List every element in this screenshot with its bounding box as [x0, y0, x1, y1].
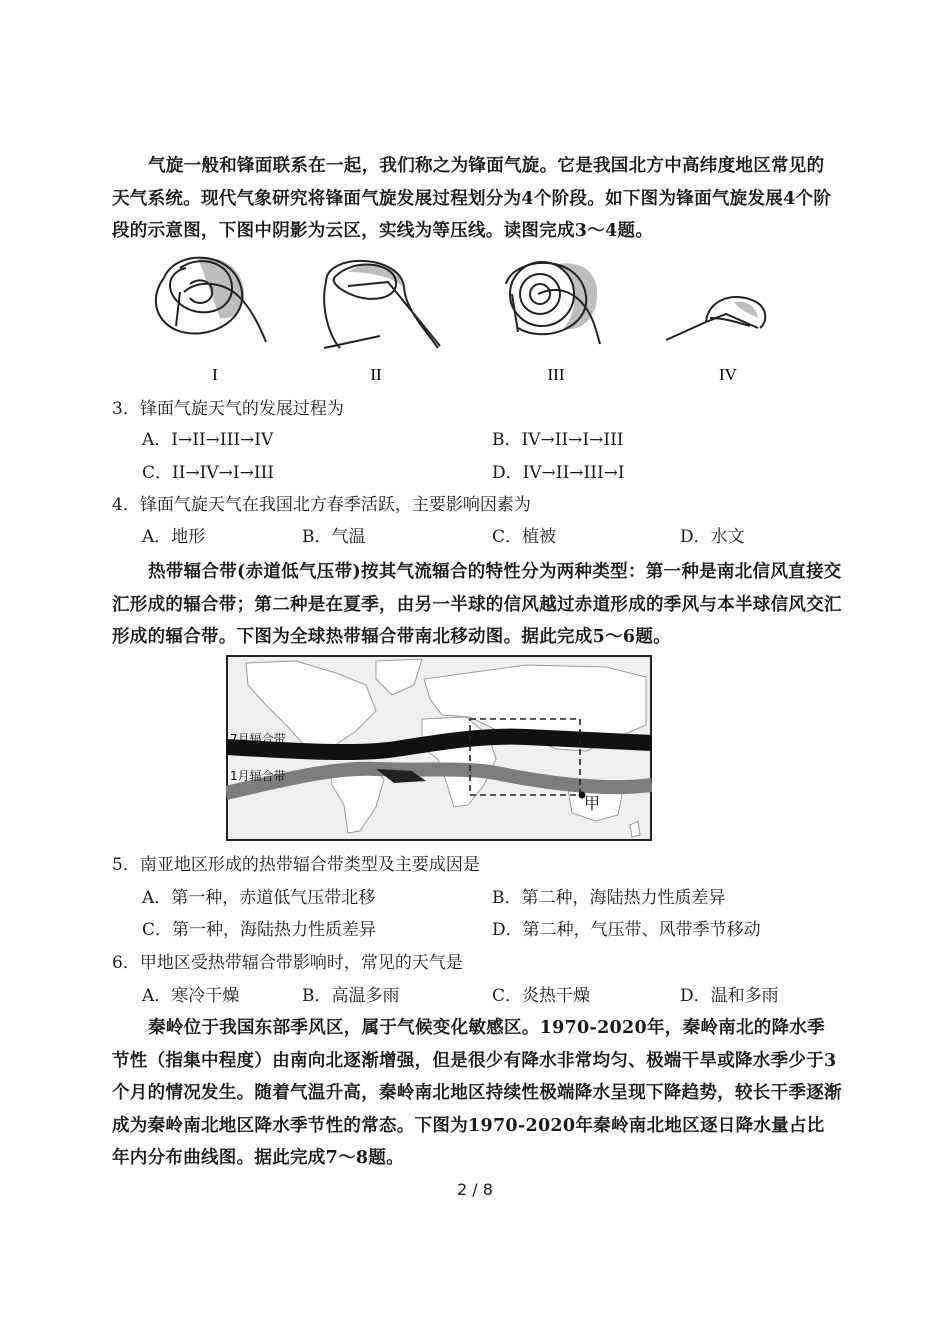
cyclone-stage-i: [156, 257, 266, 342]
question-6-stem: 6．甲地区受热带辐合带影响时，常见的天气是: [112, 953, 463, 973]
q6-option-a: A．寒冷干燥: [142, 986, 240, 1006]
intro-paragraph-cyclone: 气旋一般和锋面联系在一起，我们称之为锋面气旋。它是我国北方中高纬度地区常见的天气系统。现代气象研究将锋面气旋发展过程划分为4个阶段。如下图为锋面气旋发展4个阶段的示意图，下图中阴影为云区，实线为等压线。读图完成3～4题。: [112, 156, 832, 241]
q3-option-c: C．II→IV→I→III: [142, 463, 275, 483]
question-4-stem: 4．锋面气旋天气在我国北方春季活跃，主要影响因素为: [112, 495, 531, 515]
q6-option-d: D．温和多雨: [680, 986, 779, 1006]
q6-option-c: C．炎热干燥: [492, 986, 591, 1006]
intro-paragraph-qinling: 秦岭位于我国东部季风区，属于气候变化敏感区。1970-2020年，秦岭南北的降水季节性（指集中程度）由南向北逐渐增强，但是很少有降水非常均匀、极端干旱或降水季少于3个月的情况发生。随着气温升高，秦岭南北地区持续性极端降水呈现下降趋势，较长干季逐渐成为秦岭南北地区降水季节性的常态。下图为1970-2020年秦岭南北地区逐日降水量占比年内分布曲线图。据此完成7～8题。: [112, 1018, 842, 1168]
question-3-stem: 3．锋面气旋天气的发展过程为: [112, 399, 344, 419]
q3-option-d: D．IV→II→III→I: [492, 463, 625, 483]
stage-label-i: I: [212, 365, 218, 384]
q5-option-c: C．第一种，海陆热力性质差异: [142, 920, 377, 940]
frontal-cyclone-stages-diagram: [140, 248, 800, 388]
question-5-stem: 5．南亚地区形成的热带辐合带类型及主要成因是: [112, 855, 480, 875]
q4-option-a: A．地形: [142, 527, 206, 547]
cyclone-stage-iv: [666, 297, 765, 340]
stage-label-iii: III: [547, 365, 565, 384]
cyclone-stage-iii: [506, 262, 600, 344]
q5-option-a: A．第一种，赤道低气压带北移: [142, 888, 376, 908]
cyclone-stage-ii: [324, 261, 440, 348]
q4-option-d: D．水文: [680, 527, 745, 547]
stage-label-ii: II: [370, 365, 382, 384]
q4-option-b: B．气温: [302, 527, 366, 547]
intro-paragraph-itcz: 热带辐合带(赤道低气压带)按其气流辐合的特性分为两种类型：第一种是南北信风直接交汇形成的辐合带；第二种是在夏季，由另一半球的信风越过赤道形成的季风与本半球信风交汇形成的辐合带。下图为全球热带辐合带南北移动图。据此完成5～6题。: [112, 562, 842, 647]
q5-option-b: B．第二种，海陆热力性质差异: [492, 888, 726, 908]
location-jia-label: 甲: [584, 794, 601, 813]
q3-option-a: A．I→II→III→IV: [142, 430, 274, 450]
july-itcz-label: 7月辐合带: [230, 732, 286, 746]
stage-label-iv: IV: [719, 365, 737, 384]
itcz-world-map: [226, 655, 652, 841]
page-number: 2 / 8: [457, 1180, 493, 1199]
q5-option-d: D．第二种，气压带、风带季节移动: [492, 920, 761, 940]
january-itcz-label: 1月辐合带: [230, 769, 286, 783]
q4-option-c: C．植被: [492, 527, 557, 547]
q3-option-b: B．IV→II→I→III: [492, 430, 624, 450]
q6-option-b: B．高温多雨: [302, 986, 400, 1006]
